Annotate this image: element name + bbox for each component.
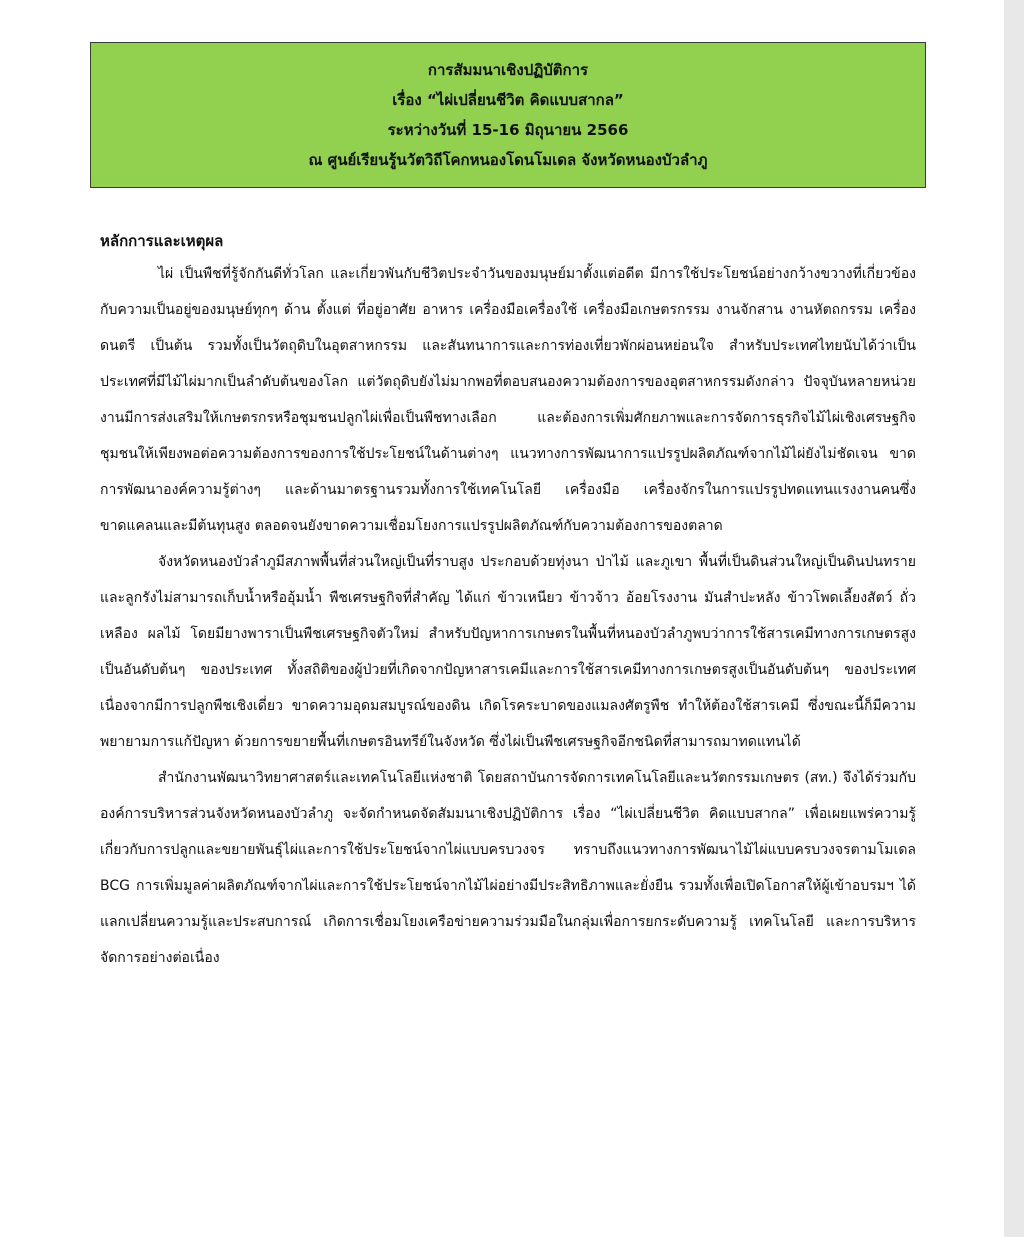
- section-title: หลักการและเหตุผล: [100, 232, 224, 250]
- header-line-venue: ณ ศูนย์เรียนรู้นวัตวิถีโคกหนองโดนโมเดล จังหวัดหนองบัวลำภู: [308, 151, 708, 169]
- body-content: [100, 228, 916, 976]
- title-banner: [90, 42, 926, 188]
- header-line-topic: เรื่อง “ไผ่เปลี่ยนชีวิต คิดแบบสากล”: [392, 91, 624, 109]
- header-line-dates: ระหว่างวันที่ 15-16 มิถุนายน 2566: [387, 121, 629, 139]
- viewer-edge: [1004, 0, 1024, 1237]
- paragraph-province-context: จังหวัดหนองบัวลำภูมีสภาพพื้นที่ส่วนใหญ่เป็นที่ราบสูง ประกอบด้วยทุ่งนา ป่าไม้ และภูเขา พื้นที่เป็นดินส่วนใหญ่เป็นดินปนทรายและลูกรังไม่สามารถเก็บน้ำหรืออุ้มน้ำ พืชเศรษฐกิจที่สำคัญ ได้แก่ ข้าวเหนียว ข้าวจ้าว อ้อยโรงงาน มันสำปะหลัง ข้าวโพดเลี้ยงสัตว์ ถั่วเหลือง ผลไม้ โดยมียางพาราเป็นพืชเศรษฐกิจตัวใหม่ สำหรับปัญหาการเกษตรในพื้นที่หนองบัวลำภูพบว่าการใช้สารเคมีทางการเกษตรสูงเป็นอันดับต้นๆ ของประเทศ ทั้งสถิติของผู้ป่วยที่เกิดจากปัญหาสารเคมีและการใช้สารเคมีทางการเกษตรสูงเป็นอันดับต้นๆ ของประเทศ เนื่องจากมีการปลูกพืชเชิงเดี่ยว ขาดความอุดมสมบูรณ์ของดิน เกิดโรคระบาดของแมลงศัตรูพืช ทำให้ต้องใช้สารเคมี ซึ่งขณะนี้ก็มีความพยายามการแก้ปัญหา ด้วยการขยายพื้นที่เกษตรอินทรีย์ในจังหวัด ซึ่งไผ่เป็นพืชเศรษฐกิจอีกชนิดที่สามารถมาทดแทนได้: [100, 554, 916, 750]
- paragraph-bamboo-overview: ไผ่ เป็นพืชที่รู้จักกันดีทั่วโลก และเกี่ยวพันกับชีวิตประจำวันของมนุษย์มาตั้งแต่อดีต มีการใช้ประโยชน์อย่างกว้างขวางที่เกี่ยวข้องกับความเป็นอยู่ของมนุษย์ทุกๆ ด้าน ตั้งแต่ ที่อยู่อาศัย อาหาร เครื่องมือเครื่องใช้ เครื่องมือเกษตรกรรม งานจักสาน งานหัตถกรรม เครื่องดนตรี เป็นต้น รวมทั้งเป็นวัตถุดิบในอุตสาหกรรม และสันทนาการและการท่องเที่ยวพักผ่อนหย่อนใจ สำหรับประเทศไทยนับได้ว่าเป็นประเทศที่มีไม้ไผ่มากเป็นลำดับต้นของโลก แต่วัตถุดิบยังไม่มากพอที่ตอบสนองความต้องการของอุตสาหกรรมดังกล่าว ปัจจุบันหลายหน่วยงานมีการส่งเสริมให้เกษตรกรหรือชุมชนปลูกไผ่เพื่อเป็นพืชทางเลือก และต้องการเพิ่มศักยภาพและการจัดการธุรกิจไม้ไผ่เชิงเศรษฐกิจชุมชนให้เพียงพอต่อความต้องการของการใช้ประโยชน์ในด้านต่างๆ แนวทางการพัฒนาการแปรรูปผลิตภัณฑ์จากไม้ไผ่ยังไม่ชัดเจน ขาดการพัฒนาองค์ความรู้ต่างๆ และด้านมาตรฐานรวมทั้งการใช้เทคโนโลยี เครื่องมือ เครื่องจักรในการแปรรูปทดแทนแรงงานคนซึ่งขาดแคลนและมีต้นทุนสูง ตลอดจนยังขาดความเชื่อมโยงการแปรรูปผลิตภัณฑ์กับความต้องการของตลาด: [100, 266, 916, 534]
- header-line-seminar: การสัมมนาเชิงปฏิบัติการ: [427, 61, 589, 79]
- paragraph-seminar-purpose: สำนักงานพัฒนาวิทยาศาสตร์และเทคโนโลยีแห่งชาติ โดยสถาบันการจัดการเทคโนโลยีและนวัตกรรมเกษตร (สท.) จึงได้ร่วมกับองค์การบริหารส่วนจังหวัดหนองบัวลำภู จะจัดกำหนดจัดสัมมนาเชิงปฏิบัติการ เรื่อง “ไผ่เปลี่ยนชีวิต คิดแบบสากล” เพื่อเผยแพร่ความรู้เกี่ยวกับการปลูกและขยายพันธุ์ไผ่และการใช้ประโยชน์จากไผ่แบบครบวงจร ทราบถึงแนวทางการพัฒนาไม้ไผ่แบบครบวงจรตามโมเดล BCG การเพิ่มมูลค่าผลิตภัณฑ์จากไผ่และการใช้ประโยชน์จากไม้ไผ่อย่างมีประสิทธิภาพและยั่งยืน รวมทั้งเพื่อเปิดโอกาสให้ผู้เข้าอบรมฯ ได้แลกเปลี่ยนความรู้และประสบการณ์ เกิดการเชื่อมโยงเครือข่ายความร่วมมือในกลุ่มเพื่อการยกระดับความรู้ เทคโนโลยี และการบริหารจัดการอย่างต่อเนื่อง: [100, 770, 916, 966]
